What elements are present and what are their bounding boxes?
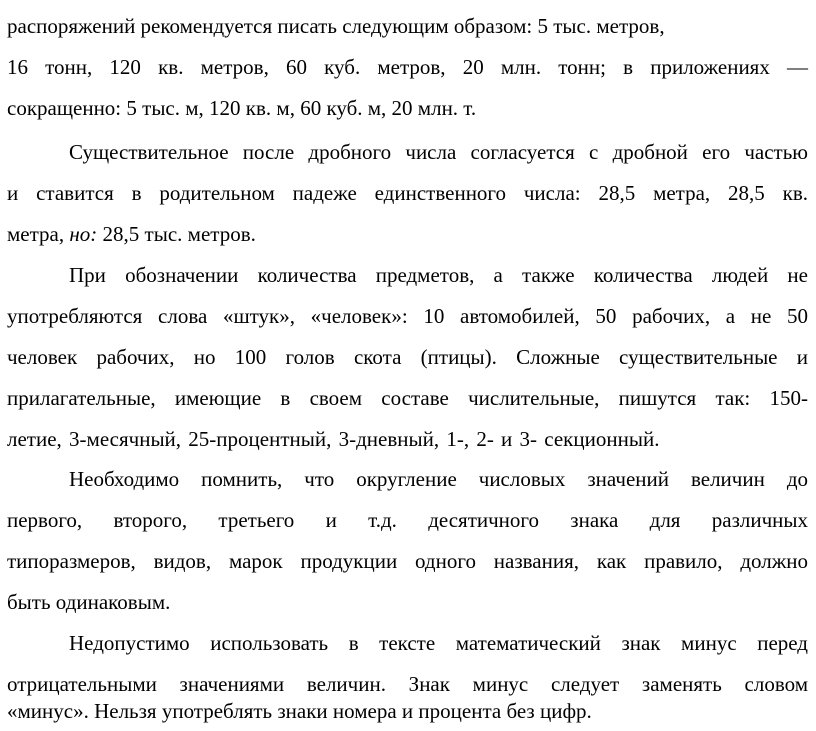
paragraph-first-line: Существительное после дробного числа согласуется с дробной его частью bbox=[69, 140, 808, 164]
text-line: распоряжений рекомендуется писать следующим образом: 5 тыс. метров, bbox=[7, 14, 665, 38]
paragraph-first-line: Необходимо помнить, что округление числовых значений величин до bbox=[69, 467, 808, 491]
text-line bbox=[7, 214, 808, 254]
text-line: отрицательными значениями величин. Знак минус следует заменять словом bbox=[7, 672, 808, 696]
text-line: и ставится в родительном падеже единственного числа: 28,5 метра, 28,5 кв. bbox=[7, 181, 808, 205]
text-line: человек рабочих, но 100 голов скота (птицы). Сложные существительные и bbox=[7, 345, 808, 369]
text-line: сокращенно: 5 тыс. м, 120 кв. м, 60 куб. м, 20 млн. т. bbox=[7, 96, 477, 120]
paragraph-first-line: Недопустимо использовать в тексте математический знак минус перед bbox=[69, 631, 808, 655]
text-line: «минус». Нельзя употреблять знаки номера и процента без цифр. bbox=[7, 699, 592, 723]
text-line: первого, второго, третьего и т.д. десятичного знака для различных bbox=[7, 508, 808, 532]
text-segment: метра, bbox=[7, 222, 70, 246]
text-line: летие, 3-месячный, 25-процентный, 3-дневный, 1-, 2- и 3- секционный. bbox=[7, 427, 660, 451]
text-line: 16 тонн, 120 кв. метров, 60 куб. метров, 20 млн. тонн; в приложениях — bbox=[7, 55, 808, 79]
text-line: быть одинаковым. bbox=[7, 590, 171, 614]
text-line: прилагательные, имеющие в своем составе числительные, пишутся так: 150- bbox=[7, 386, 808, 410]
text-line: употребляются слова «штук», «человек»: 10 автомобилей, 50 рабочих, а не 50 bbox=[7, 304, 808, 328]
paragraph-first-line: При обозначении количества предметов, а также количества людей не bbox=[69, 263, 808, 287]
text-segment: 28,5 тыс. метров. bbox=[97, 222, 256, 246]
italic-note: но: bbox=[69, 222, 98, 246]
text-line: типоразмеров, видов, марок продукции одного названия, как правило, должно bbox=[7, 549, 808, 573]
